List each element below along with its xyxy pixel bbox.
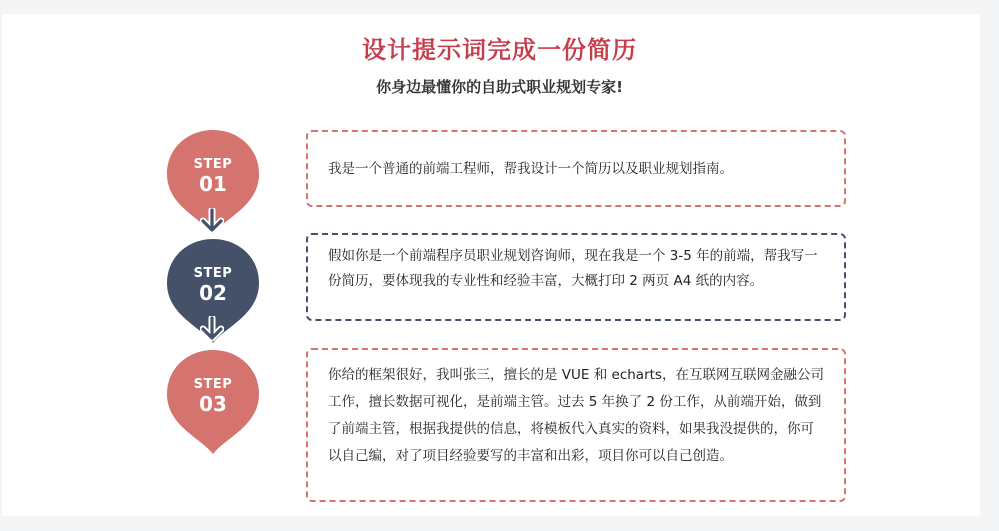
step-03-badge [163,348,263,456]
step-03-prompt-text: 你给的框架很好，我叫张三，擅长的是 VUE 和 echarts，在互联网互联网金融公司工作，擅长数据可视化，是前端主管。过去 5 年换了 2 份工作，从前端开始，做到了前端主管，根据我提供的信息，将模板代入真实的资料，如果我没提供的，你可以自己编，对了项目经验要写的丰富和出彩，项目你可以自己创造。 [328,367,824,464]
step-03-number: 03 [199,392,227,416]
page-title: 设计提示词完成一份简历 [362,36,637,64]
step-01-label: STEP [193,157,233,172]
arrow-down-icon [200,316,224,342]
step-02-prompt-box [306,233,846,321]
step-02-label: STEP [193,266,233,281]
step-02-prompt-text: 假如你是一个前端程序员职业规划咨询师，现在我是一个 3-5 年的前端，帮我写一份简历，要体现我的专业性和经验丰富，大概打印 2 两页 A4 纸的内容。 [328,248,818,289]
step-03-prompt-box [306,348,846,502]
arrow-down-icon [200,208,224,234]
step-03-label: STEP [193,377,233,392]
step-01-number: 01 [199,172,227,196]
page-subtitle: 你身边最懂你的自助式职业规划专家! [376,78,623,96]
step-01-prompt-text: 我是一个普通的前端工程师，帮我设计一个简历以及职业规划指南。 [328,160,733,177]
step-02-number: 02 [199,281,227,305]
step-01-prompt-box [306,130,846,207]
